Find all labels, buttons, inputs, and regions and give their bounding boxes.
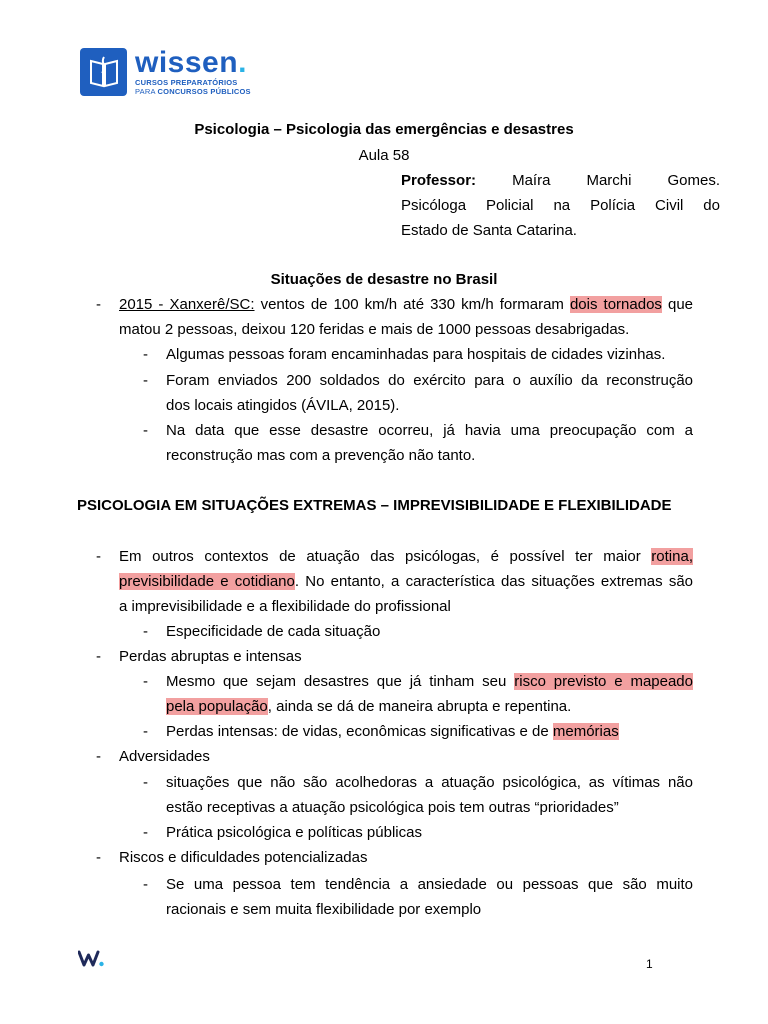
bullet-dash: - bbox=[143, 824, 148, 841]
sub-item-prevencao-cont: reconstrução mas com a prevenção não tanto. bbox=[166, 447, 476, 464]
professor-line: Professor: Maíra Marchi Gomes. bbox=[401, 172, 721, 189]
logo-tagline-2: PARA CONCURSOS PÚBLICOS bbox=[135, 87, 251, 96]
bullet-dash: - bbox=[96, 748, 101, 765]
bullet-dash: - bbox=[96, 849, 101, 866]
bullet-dash: - bbox=[143, 673, 148, 690]
xanxere-item-cont: matou 2 pessoas, deixou 120 feridas e mais de 1000 pessoas desabrigadas. bbox=[119, 321, 630, 338]
bullet-dash: - bbox=[96, 296, 101, 313]
wissen-logo bbox=[80, 48, 251, 96]
sub-item-especificidade: Especificidade de cada situação bbox=[166, 623, 381, 640]
document-title: Psicologia – Psicologia das emergências e desastres bbox=[194, 121, 574, 138]
bullet-dash: - bbox=[143, 774, 148, 791]
xanxere-item: 2015 - Xanxerê/SC: ventos de 100 km/h até 330 km/h formaram dois tornados que bbox=[119, 296, 694, 313]
sub-item-soldados-cont: dos locais atingidos (ÁVILA, 2015). bbox=[166, 397, 400, 414]
sub-item-ansiedade: Se uma pessoa tem tendência a ansiedade ou pessoas que são muito bbox=[166, 876, 693, 893]
adversidades-item: Adversidades bbox=[119, 748, 210, 765]
sub-item-risco-cont: pela população, ainda se dá de maneira abrupta e repentina. bbox=[166, 698, 572, 715]
contextos-item-cont2: a imprevisibilidade e a flexibilidade do profissional bbox=[119, 598, 451, 615]
bullet-dash: - bbox=[143, 623, 148, 640]
sub-item-risco: Mesmo que sejam desastres que já tinham seu risco previsto e mapeado bbox=[166, 673, 693, 690]
perdas-item: Perdas abruptas e intensas bbox=[119, 648, 302, 665]
lesson-number: Aula 58 bbox=[358, 147, 410, 164]
professor-state: Estado de Santa Catarina. bbox=[401, 222, 577, 239]
sub-item-perdas-intensas: Perdas intensas: de vidas, econômicas significativas e de memórias bbox=[166, 723, 619, 740]
bullet-dash: - bbox=[143, 372, 148, 389]
contextos-item: Em outros contextos de atuação das psicólogas, é possível ter maior rotina, bbox=[119, 548, 693, 565]
sub-item-acolhedoras-cont: estão receptivas a atuação psicológica pois tem outras “prioridades” bbox=[166, 799, 619, 816]
bullet-dash: - bbox=[143, 723, 148, 740]
sub-item-acolhedoras: situações que não são acolhedoras a atuação psicológica, as vítimas não bbox=[166, 774, 693, 791]
sub-item-ansiedade-cont: racionais e sem muita flexibilidade por exemplo bbox=[166, 901, 482, 918]
riscos-item: Riscos e dificuldades potencializadas bbox=[119, 849, 368, 866]
sub-item-prevencao: Na data que esse desastre ocorreu, já havia uma preocupação com a bbox=[166, 422, 693, 439]
section-title-desastres: Situações de desastre no Brasil bbox=[270, 271, 498, 288]
book-icon bbox=[80, 48, 127, 96]
section-title-situacoes-extremas: PSICOLOGIA EM SITUAÇÕES EXTREMAS – IMPREVISIBILIDADE E FLEXIBILIDADE bbox=[77, 497, 672, 514]
professor-role: Psicóloga Policial na Polícia Civil do bbox=[401, 197, 720, 214]
bullet-dash: - bbox=[96, 548, 101, 565]
contextos-item-cont: previsibilidade e cotidiano. No entanto, a característica das situações extremas são bbox=[119, 573, 694, 590]
logo-tagline-1: CURSOS PREPARATÓRIOS bbox=[135, 78, 238, 87]
bullet-dash: - bbox=[143, 346, 148, 363]
sub-item-soldados: Foram enviados 200 soldados do exército para o auxílio da reconstrução bbox=[166, 372, 693, 389]
sub-item-hospitais: Algumas pessoas foram encaminhadas para hospitais de cidades vizinhas. bbox=[166, 346, 666, 363]
logo-wordmark: wissen. bbox=[135, 46, 247, 79]
sub-item-politicas: Prática psicológica e políticas públicas bbox=[166, 824, 422, 841]
footer-w-logo bbox=[78, 950, 104, 972]
bullet-dash: - bbox=[143, 876, 148, 893]
bullet-dash: - bbox=[143, 422, 148, 439]
page-number: 1 bbox=[646, 957, 653, 971]
bullet-dash: - bbox=[96, 648, 101, 665]
